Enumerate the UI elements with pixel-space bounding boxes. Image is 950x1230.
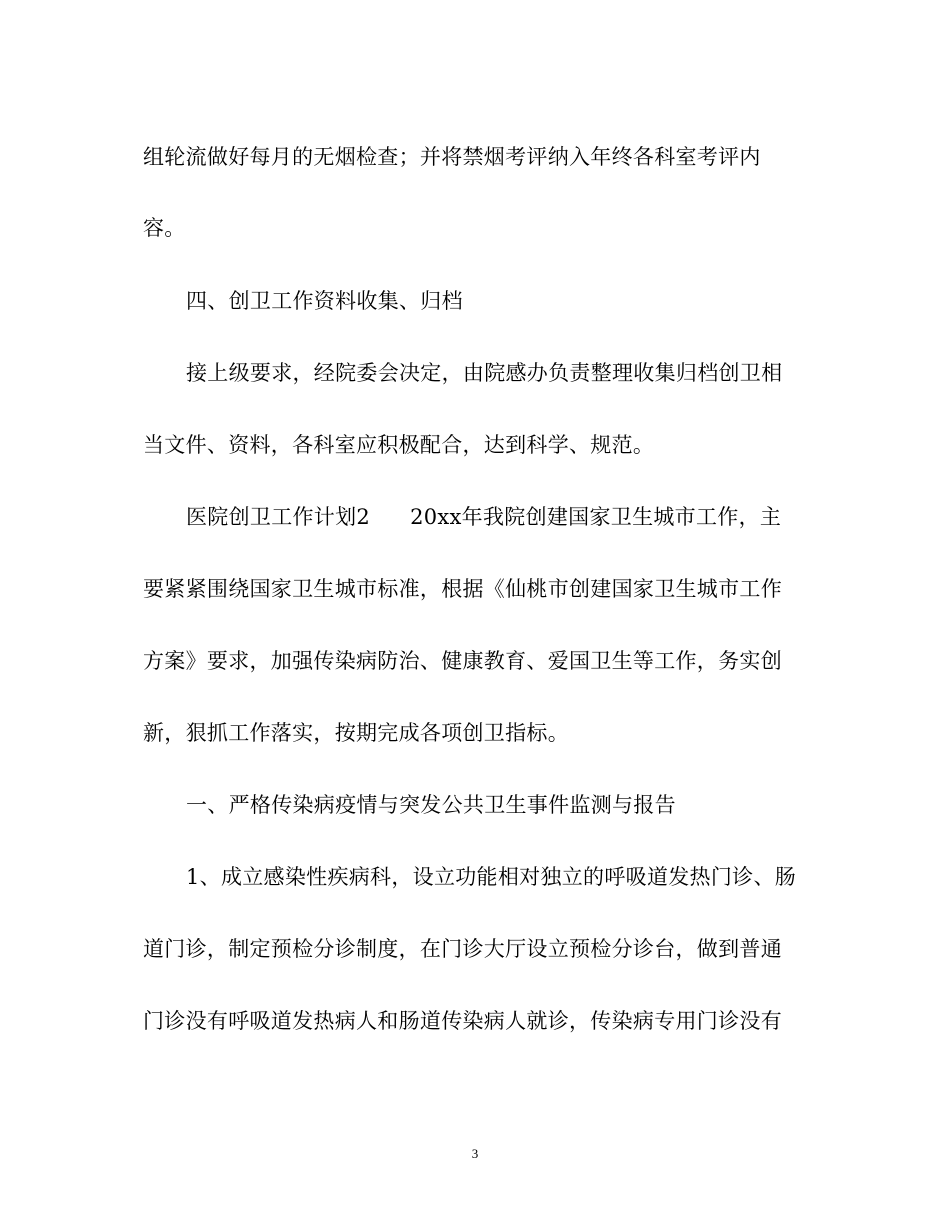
plan-title: 医院创卫工作计划2 xyxy=(186,505,371,529)
body-line-11: 1、成立感染性疾病科，设立功能相对独立的呼吸道发热门诊、肠 xyxy=(186,865,797,889)
body-line-12: 道门诊，制定预检分诊制度，在门诊大厅设立预检分诊台，做到普通 xyxy=(143,937,782,961)
section-heading-4: 四、创卫工作资料收集、归档 xyxy=(186,289,463,313)
plan-intro: 20xx年我院创建国家卫生城市工作，主 xyxy=(410,505,782,529)
body-line-13: 门诊没有呼吸道发热病人和肠道传染病人就诊，传染病专用门诊没有 xyxy=(143,1009,782,1033)
section-heading-1: 一、严格传染病疫情与突发公共卫生事件监测与报告 xyxy=(186,793,676,817)
body-line-1: 组轮流做好每月的无烟检查；并将禁烟考评纳入年终各科室考评内 xyxy=(143,145,761,169)
body-line-2: 容。 xyxy=(143,216,186,240)
plan-title-line xyxy=(186,503,781,531)
body-line-8: 方案》要求，加强传染病防治、健康教育、爱国卫生等工作，务实创 xyxy=(143,649,782,673)
page-number: 3 xyxy=(471,1146,479,1161)
body-line-4: 接上级要求，经院委会决定，由院感办负责整理收集归档创卫相 xyxy=(186,361,783,385)
body-line-9: 新，狠抓工作落实，按期完成各项创卫指标。 xyxy=(143,721,569,745)
body-line-7: 要紧紧围绕国家卫生城市标准，根据《仙桃市创建国家卫生城市工作 xyxy=(143,577,782,601)
body-line-5: 当文件、资料，各科室应积极配合，达到科学、规范。 xyxy=(143,433,655,457)
